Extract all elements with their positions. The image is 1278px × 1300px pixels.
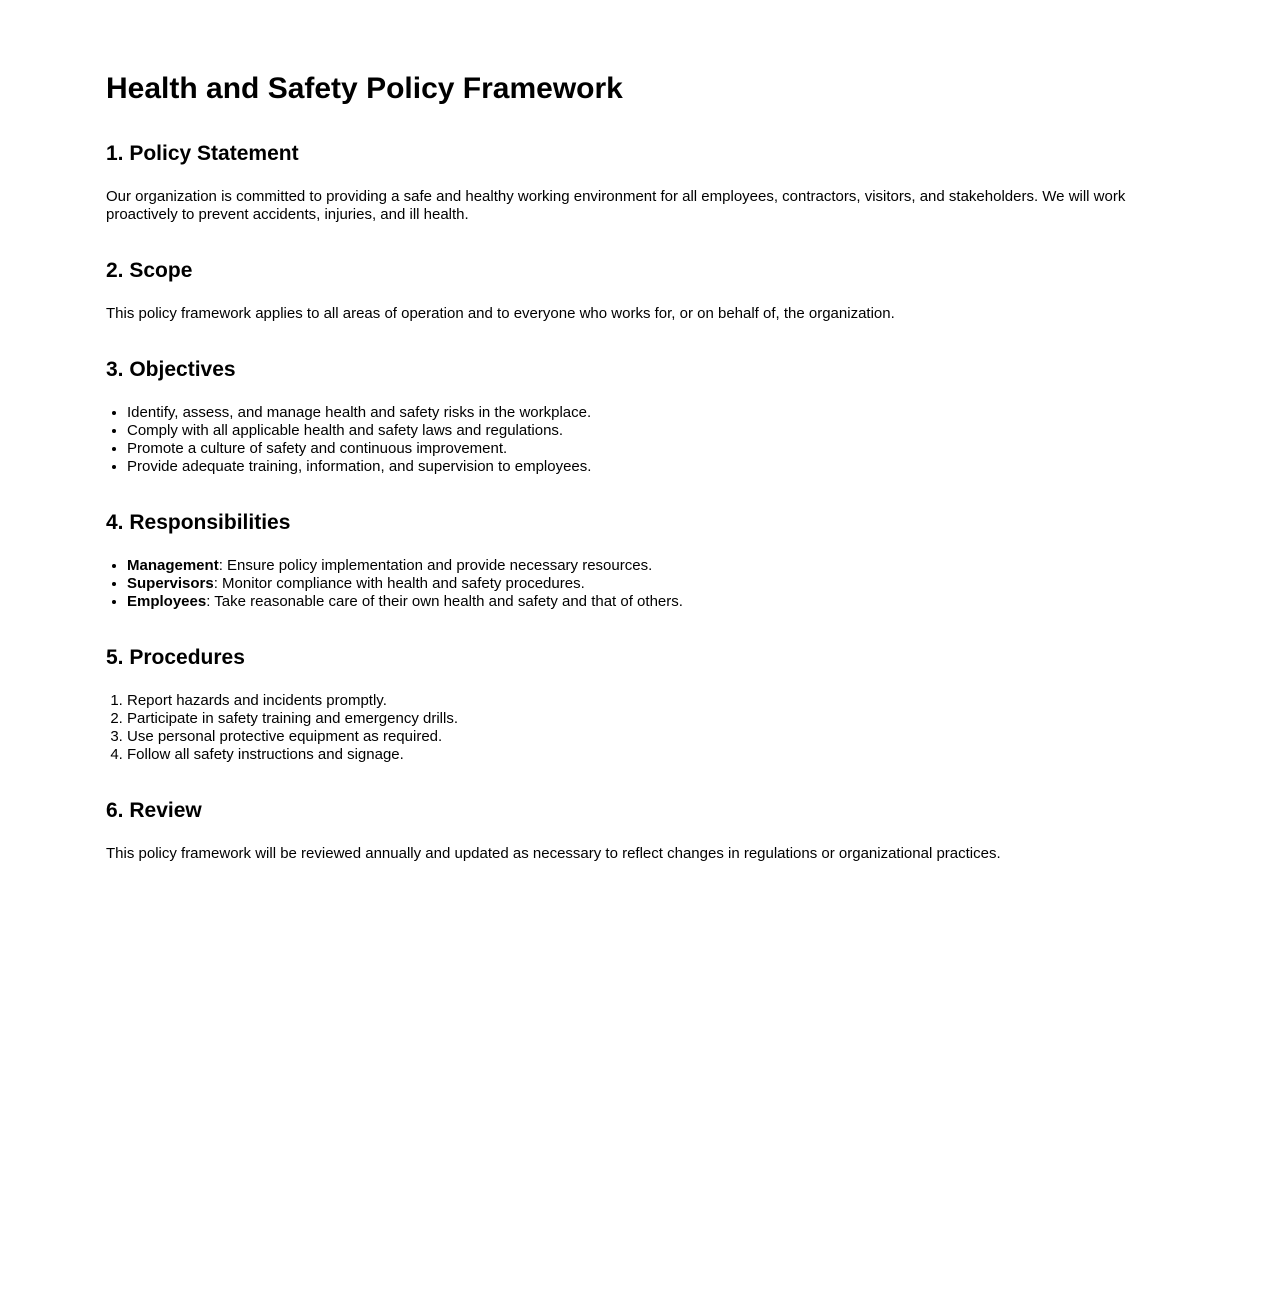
procedures-numbered-list <box>106 692 1166 764</box>
list-item: 3. Use personal protective equipment as required. <box>127 728 1166 746</box>
list-item <box>127 557 1166 575</box>
responsibilities-bullet-list <box>106 557 1166 611</box>
section-heading-procedures: 5. Procedures <box>106 646 245 670</box>
list-item <box>127 575 1166 593</box>
section-heading-scope: 2. Scope <box>106 258 193 282</box>
list-item: 4. Follow all safety instructions and signage. <box>127 746 1166 764</box>
document-title: Health and Safety Policy Framework <box>106 72 623 105</box>
responsibility-description: : Monitor compliance with health and safety procedures. <box>213 575 585 593</box>
list-item: • Provide adequate training, information, and supervision to employees. <box>127 458 1166 476</box>
responsibility-term: Employees <box>127 593 207 611</box>
responsibility-description: : Ensure policy implementation and provide necessary resources. <box>218 557 653 575</box>
list-item <box>127 593 1166 611</box>
section-paragraph-review: This policy framework will be reviewed annually and updated as necessary to reflect changes in regulations or organizational practices. <box>106 845 1001 863</box>
section-paragraph-policy-statement: Our organization is committed to providing a safe and healthy working environment for all employees, contractors, visitors, and stakeholders. We will work proactively to prevent accidents, injuries, and ill health. <box>106 187 1126 223</box>
list-item: • Identify, assess, and manage health and safety risks in the workplace. <box>127 404 1166 422</box>
section-heading-review: 6. Review <box>106 799 202 823</box>
responsibility-term: Supervisors <box>127 575 214 593</box>
objectives-bullet-list <box>106 404 1166 476</box>
list-item: 2. Participate in safety training and emergency drills. <box>127 710 1166 728</box>
section-heading-responsibilities: 4. Responsibilities <box>106 510 291 534</box>
section-paragraph-scope: This policy framework applies to all areas of operation and to everyone who works for, or on behalf of, the organization. <box>106 304 895 322</box>
section-heading-policy-statement: 1. Policy Statement <box>106 141 299 165</box>
list-item: 1. Report hazards and incidents promptly. <box>127 692 1166 710</box>
responsibility-term: Management <box>127 557 219 575</box>
list-item: • Comply with all applicable health and safety laws and regulations. <box>127 422 1166 440</box>
list-item: • Promote a culture of safety and continuous improvement. <box>127 440 1166 458</box>
section-heading-objectives: 3. Objectives <box>106 357 236 381</box>
responsibility-description: : Take reasonable care of their own health and safety and that of others. <box>206 593 683 611</box>
document-content <box>106 72 1166 863</box>
